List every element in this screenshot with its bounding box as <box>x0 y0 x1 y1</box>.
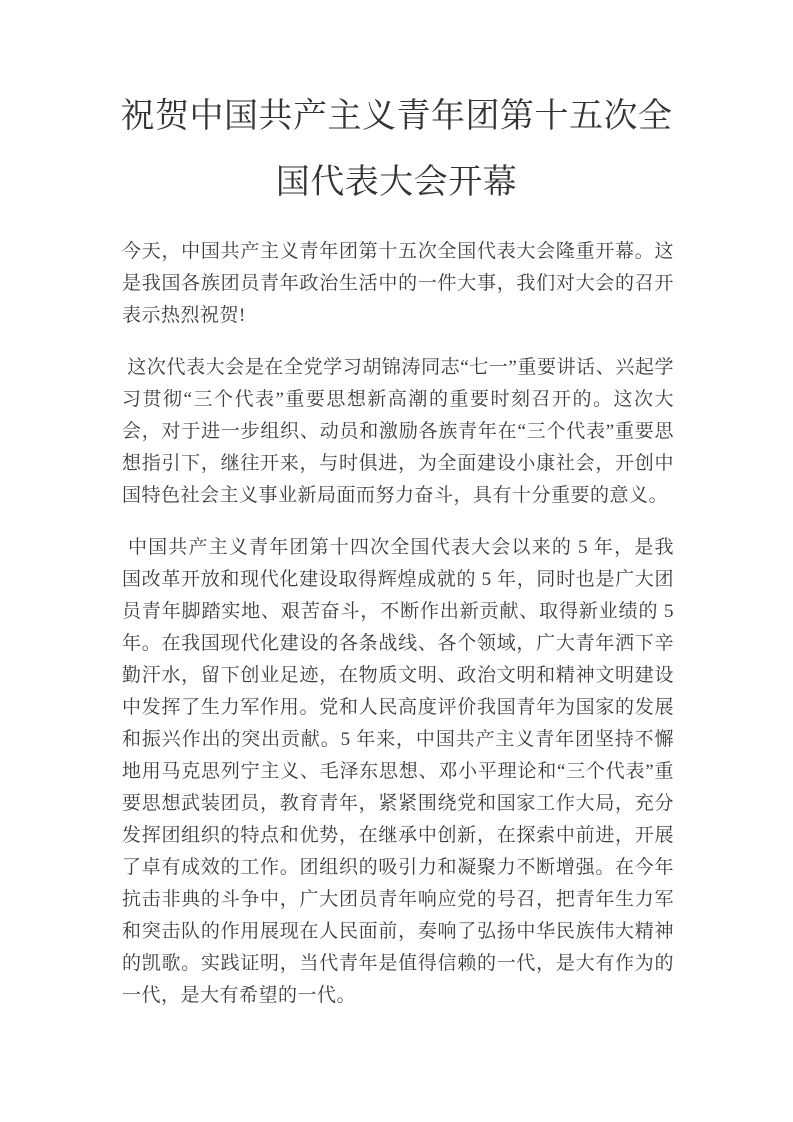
paragraph-five-years-achievements: 中国共产主义青年团第十四次全国代表大会以来的 5 年，是我国改革开放和现代化建设取得辉煌成就的 5 年，同时也是广大团员青年脚踏实地、艰苦奋斗，不断作出新贡献、取得新业绩的 5 年。在我国现代化建设的各条战线、各个领域，广大青年洒下辛勤汗水，留下创业足迹，在物质文明、政治文明和精神文明建设中发挥了生力军作用。党和人民高度评价我国青年为国家的发展和振兴作出的突出贡献。5 年来，中国共产主义青年团坚持不懈地用马克思列宁主义、毛泽东思想、邓小平理论和“三个代表”重要思想武装团员，教育青年，紧紧围绕党和国家工作大局，充分发挥团组织的特点和优势，在继承中创新，在探索中前进，开展了卓有成效的工作。团组织的吸引力和凝聚力不断增强。在今年抗击非典的斗争中，广大团员青年响应党的号召，把青年生力军和突击队的作用展现在人民面前，奏响了弘扬中华民族伟大精神的凯歌。实践证明，当代青年是值得信赖的一代，是大有作为的一代，是大有希望的一代。 <box>122 537 680 1006</box>
document-body <box>122 236 680 1012</box>
document-title: 祝贺中国共产主义青年团第十五次全国代表大会开幕 <box>120 98 673 201</box>
paragraph-opening: 今天，中国共产主义青年团第十五次全国代表大会隆重开幕。这是我国各族团员青年政治生活中的一件大事，我们对大会的召开表示热烈祝贺! <box>122 241 674 326</box>
paragraph-congress-significance: 这次代表大会是在全党学习胡锦涛同志“七一”重要讲话、兴起学习贯彻“三个代表”重要思想新高潮的重要时刻召开的。这次大会，对于进一步组织、动员和激励各族青年在“三个代表”重要思想指引下，继往开来，与时俱进，为全面建设小康社会，开创中国特色社会主义事业新局面而努力奋斗，具有十分重要的意义。 <box>122 357 675 506</box>
